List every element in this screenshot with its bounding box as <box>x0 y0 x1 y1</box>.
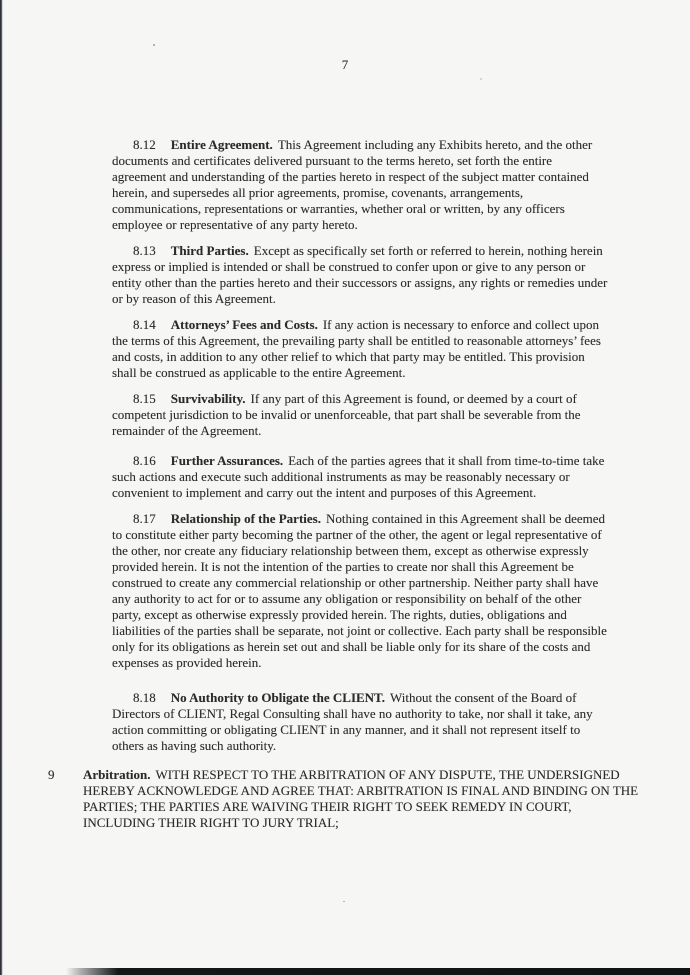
scan-speck <box>480 78 482 80</box>
clause-number: 8.13 <box>133 243 156 258</box>
clause-8-18 <box>112 690 609 754</box>
clause-number: 8.17 <box>133 511 156 526</box>
clause-9-arbitration <box>48 767 639 831</box>
clause-body: Nothing contained in this Agreement shall be deemed to constitute either party becoming the partner of the other, the agent or legal representative of the other, nor create any fiduciary relationship between them, except as otherwise expressly provided herein. It is not the intention of the parties to create nor shall this Agreement be construed to create any commercial relationship or other partnership. Neither party shall have any authority to act for or to assume any obligation or responsibility on behalf of the other party, except as otherwise expressly provided herein. The rights, duties, obligations and liabilities of the parties shall be separate, not joint or collective. Each party shall be responsible only for its obligations as herein set out and shall be liable only for its share of the costs and expenses as provided herein. <box>112 511 607 670</box>
clause-number: 8.14 <box>133 317 156 332</box>
clause-heading: No Authority to Obligate the CLIENT. <box>170 690 386 705</box>
clause-body: Each of the parties agrees that it shall from time-to-time take such actions and execute such additional instruments as may be reasonably necessary or convenient to implement and carry out the intent and purposes of this Agreement. <box>112 453 605 500</box>
scan-artifact-bottom-bar <box>0 968 690 975</box>
scan-artifact-left-edge <box>0 0 3 975</box>
clause-body: If any part of this Agreement is found, or deemed by a court of competent jurisdiction to be invalid or unenforceable, that part shall be severable from the remainder of the Agreement. <box>112 391 581 438</box>
clause-body: This Agreement including any Exhibits hereto, and the other documents and certificates delivered pursuant to the terms hereto, set forth the entire agreement and understanding of the parties hereto in respect of the subject matter contained herein, and supersedes all prior agreements, promise, covenants, arrangements, communications, representations or warranties, whether oral or written, by any officers employee or representative of any party hereto. <box>112 137 593 232</box>
clause-heading: Entire Agreement. <box>170 137 273 152</box>
clause-heading: Arbitration. <box>83 767 151 782</box>
page-number: 7 <box>341 57 349 72</box>
scan-speck <box>153 44 155 46</box>
scan-speck <box>343 901 345 902</box>
clause-body: If any action is necessary to enforce and collect upon the terms of this Agreement, the prevailing party shall be entitled to reasonable attorneys’ fees and costs, in addition to any other relief to which that party may be entitled. This provision shall be construed as applicable to the entire Agreement. <box>112 317 601 380</box>
clause-number: 8.16 <box>133 453 156 468</box>
clause-8-13 <box>112 243 609 307</box>
clause-number: 8.12 <box>133 137 156 152</box>
clause-heading: Further Assurances. <box>170 453 284 468</box>
clause-number: 9 <box>48 767 55 782</box>
clause-body: Without the consent of the Board of Directors of CLIENT, Regal Consulting shall have no authority to take, nor shall it take, any action committing or obligating CLIENT in any manner, and it shall not represent itself to others as having such authority. <box>112 690 593 753</box>
clause-8-12 <box>112 137 609 233</box>
clause-8-16 <box>112 453 609 501</box>
clause-8-17 <box>112 511 609 671</box>
clause-8-15 <box>112 391 609 439</box>
clause-number: 8.15 <box>133 391 156 406</box>
clause-heading: Third Parties. <box>170 243 249 258</box>
clause-body: Except as specifically set forth or referred to herein, nothing herein express or implied is intended or shall be construed to confer upon or give to any person or entity other than the parties hereto and their successors or assigns, any rights or remedies under or by reason of this Agreement. <box>112 243 608 306</box>
clause-number: 8.18 <box>133 690 156 705</box>
clause-8-14 <box>112 317 609 381</box>
clause-body: WITH RESPECT TO THE ARBITRATION OF ANY DISPUTE, THE UNDERSIGNED HEREBY ACKNOWLEDGE AND AGREE THAT: ARBITRATION IS FINAL AND BINDING ON THE PARTIES; THE PARTIES ARE WAIVING THEIR RIGHT TO SEEK REMEDY IN COURT, INCLUDING THEIR RIGHT TO JURY TRIAL; <box>83 767 639 830</box>
clause-heading: Survivability. <box>170 391 246 406</box>
clause-heading: Relationship of the Parties. <box>170 511 321 526</box>
clause-heading: Attorneys’ Fees and Costs. <box>170 317 318 332</box>
